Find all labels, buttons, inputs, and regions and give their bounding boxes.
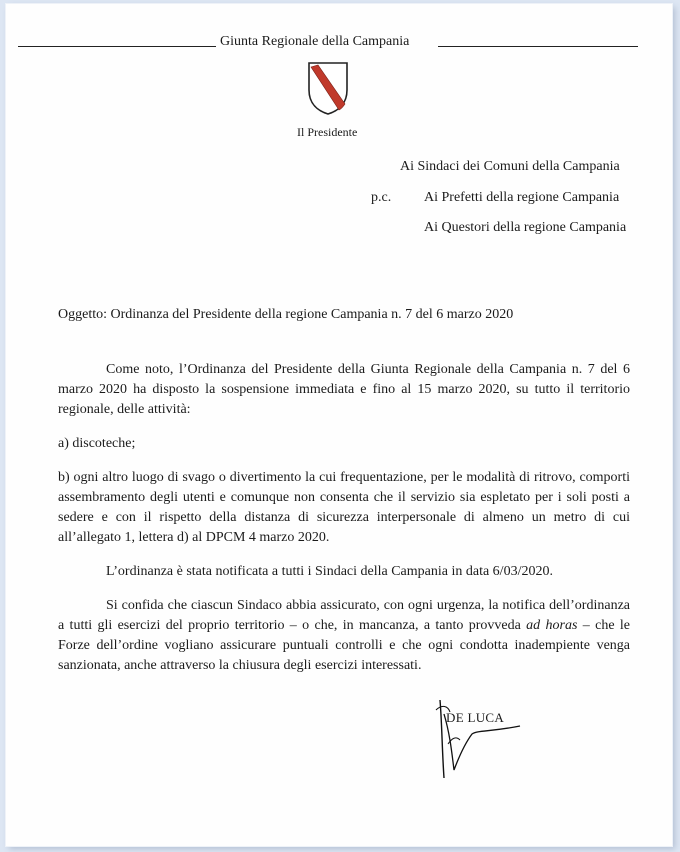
subject-line: Oggetto: Ordinanza del Presidente della regione Campania n. 7 del 6 marzo 2020 [58, 307, 514, 322]
paragraph-notification: L’ordinanza è stata notificata a tutti i Sindaci della Campania in data 6/03/2020. [106, 564, 553, 579]
paragraph-item-a: a) discoteche; [58, 436, 136, 451]
header-rule-left [18, 46, 216, 47]
paragraph-request [58, 596, 630, 676]
header-rule-right [438, 46, 638, 47]
ad-horas-emphasis: ad horas [526, 618, 578, 633]
paragraph-intro: Come noto, l’Ordinanza del Presidente della Giunta Regionale della Campania n. 7 del 6 marzo 2020 ha disposto la sospensione immediata e fino al 15 marzo 2020, su tutto il territorio regionale, delle attività: [58, 362, 630, 417]
letter-body [58, 360, 630, 690]
handwritten-signature [430, 694, 540, 784]
letterhead-title: Giunta Regionale della Campania [220, 34, 410, 49]
recipient-mayors: Ai Sindaci dei Comuni della Campania [400, 159, 620, 174]
recipient-questors: Ai Questori della regione Campania [424, 220, 627, 235]
president-label: Il Presidente [297, 125, 358, 139]
campania-coat-of-arms-icon [306, 60, 350, 116]
signature-name: DE LUCA [446, 710, 505, 725]
recipient-prefects: Ai Prefetti della regione Campania [424, 190, 620, 205]
request-text-start: Si confida che ciascun Sindaco abbia assicurato, con ogni urgenza, la notifica dell’ordinanza a tutti gli esercizi del proprio territorio – o che, in mancanza, a tanto provveda [58, 598, 630, 633]
paragraph-item-b: b) ogni altro luogo di svago o divertimento la cui frequentazione, per le modalità di ritrovo, comporti assembramento degli utenti e comunque non consenta che il servizio sia espletato per i soli posti a sedere e con il rispetto della distanza di sicurezza interpersonale di almeno un metro di cui all’allegato 1, lettera d) al DPCM 4 marzo 2020. [58, 470, 630, 545]
request-text-end: – che le Forze dell’ordine vogliano assicurare puntuali controlli e che ogni condotta inadempiente venga sanzionata, anche attraverso la chiusura degli esercizi interessati. [58, 618, 630, 673]
pc-label: p.c. [371, 190, 392, 205]
document-page [6, 4, 672, 846]
